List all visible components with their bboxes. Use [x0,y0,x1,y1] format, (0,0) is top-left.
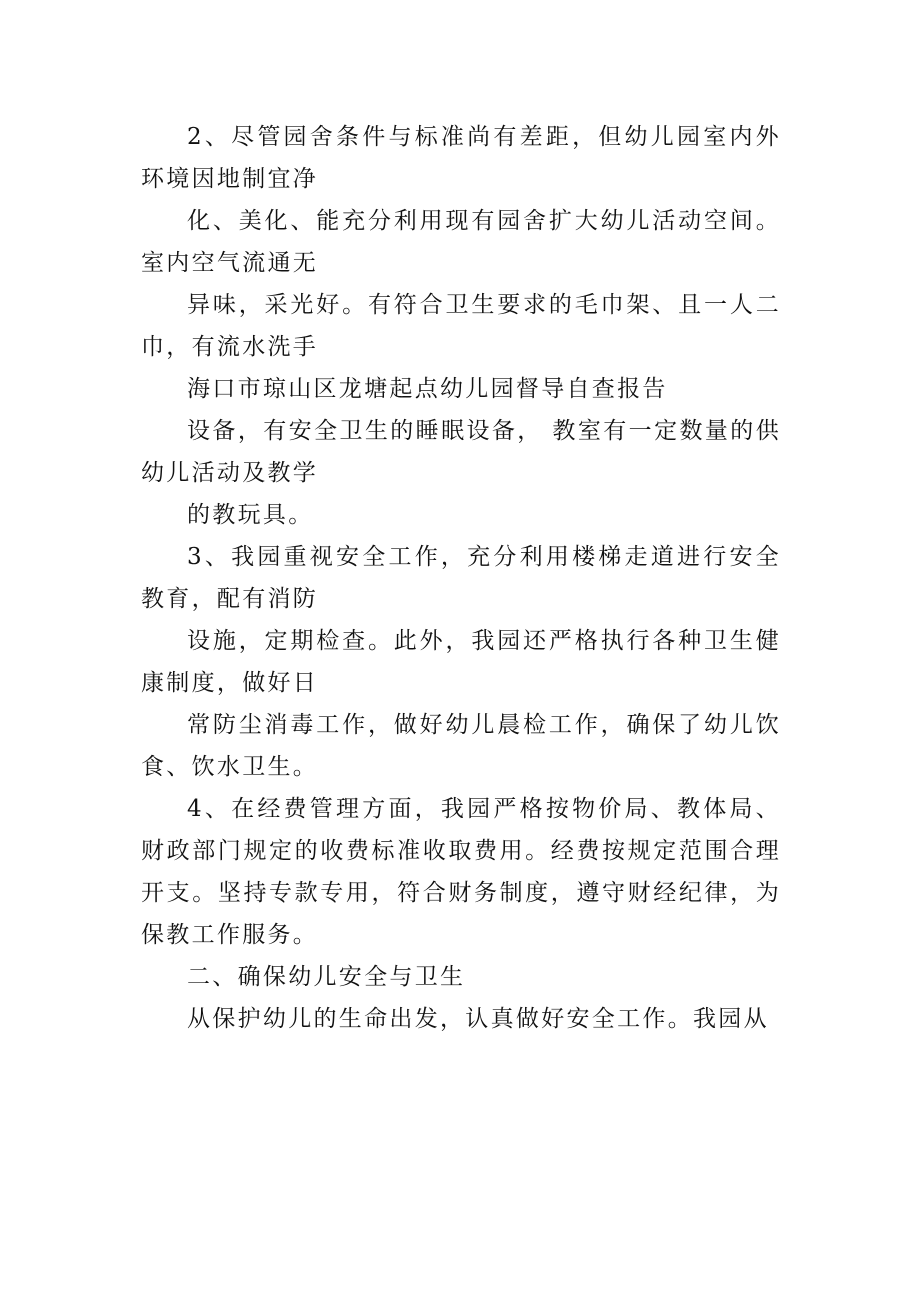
paragraph-9: 4、在经费管理方面，我园严格按物价局、教体局、财政部门规定的收费标准收取费用。经费按规定范围合理开支。坚持专款专用，符合财务制度，遵守财经纪律，为保教工作服务。 [141,796,781,948]
paragraph-7: 设施，定期检查。此外，我园还严格执行各种卫生健康制度，做好日 [141,628,781,696]
paragraph-4: 设备，有安全卫生的睡眠设备， 教室有一定数量的供幼儿活动及教学 [141,418,781,486]
section-heading: 二、确保幼儿安全与卫生 [187,964,466,990]
paragraph-2: 化、美化、能充分利用现有园舍扩大幼儿活动空间。室内空气流通无 [141,208,781,276]
paragraph-title-line: 海口市琼山区龙塘起点幼儿园督导自查报告 [187,376,668,402]
paragraph-3: 异味，采光好。有符合卫生要求的毛巾架、且一人二巾，有流水洗手 [141,292,781,360]
document-body [141,116,781,1040]
paragraph-8: 常防尘消毒工作，做好幼儿晨检工作，确保了幼儿饮食、饮水卫生。 [141,712,781,780]
paragraph-10: 从保护幼儿的生命出发，认真做好安全工作。我园从 [187,1006,769,1032]
paragraph-1: 2、尽管园舍条件与标准尚有差距，但幼儿园室内外环境因地制宜净 [141,124,781,192]
paragraph-6: 3、我园重视安全工作，充分利用楼梯走道进行安全教育，配有消防 [141,544,781,612]
paragraph-5: 的教玩具。 [187,502,314,528]
